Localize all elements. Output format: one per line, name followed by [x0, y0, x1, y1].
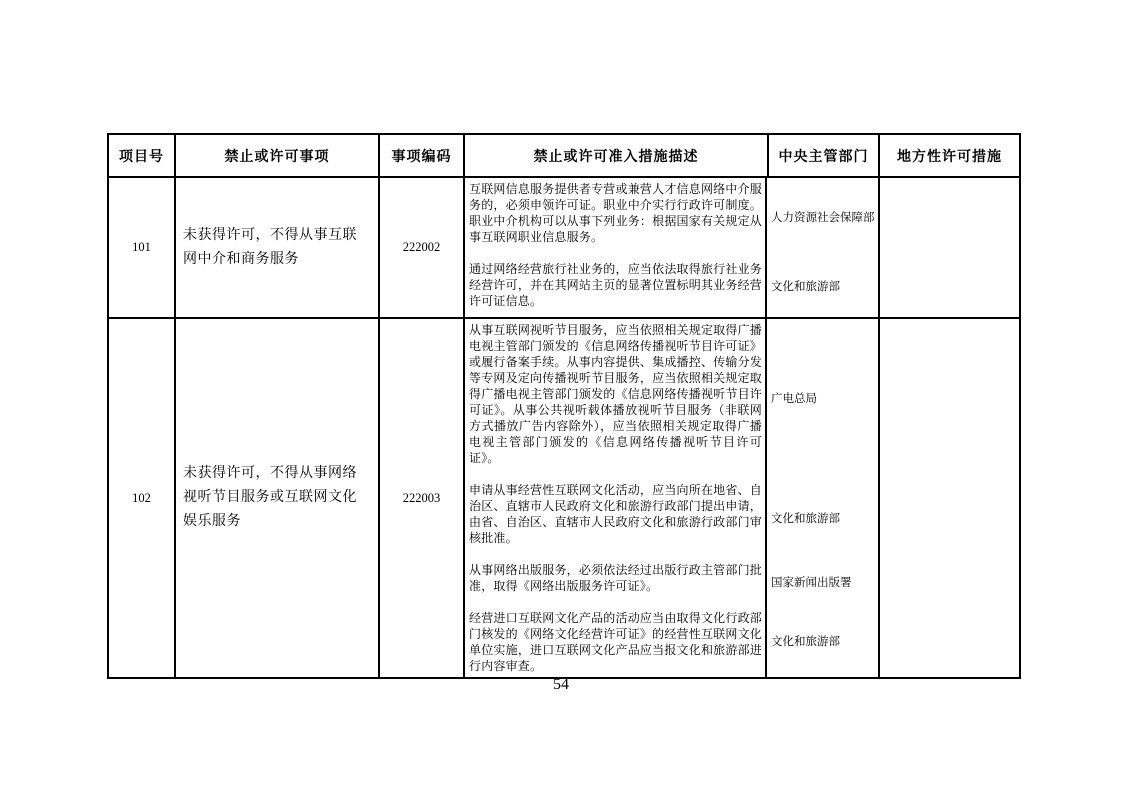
page-number: 54	[553, 676, 569, 693]
central-department: 国家新闻出版署	[771, 576, 852, 589]
central-department: 文化和旅游部	[771, 635, 840, 648]
item-code-cell: 222002	[380, 178, 465, 317]
prohibited-item-cell	[176, 319, 380, 677]
central-department: 人力资源社会保障部	[771, 211, 875, 224]
table-row	[109, 319, 1019, 677]
header-central-department: 中央主管部门	[769, 135, 880, 176]
header-item-code: 事项编码	[380, 135, 465, 176]
central-department: 广电总局	[771, 392, 817, 405]
header-local-licensing-measures: 地方性许可措施	[897, 149, 1002, 165]
local-measures-cell	[880, 178, 1019, 317]
central-department: 文化和旅游部	[771, 512, 840, 525]
measure-entry	[465, 479, 878, 559]
header-measure-description: 禁止或许可准入措施描述	[465, 135, 769, 176]
measure-description: 经营进口互联网文化产品的活动应当由取得文化行政部门核发的《网络文化经营许可证》的经营性互联网文化单位实施，进口互联网文化产品应当报文化和旅游部进行内容审查。	[465, 607, 767, 677]
item-number-cell: 102	[109, 319, 176, 677]
measure-description: 从事网络出版服务，必须依法经过出版行政主管部门批准，取得《网络出版服务许可证》。	[465, 559, 767, 607]
measure-description: 从事互联网视听节目服务，应当依照相关规定取得广播电视主管部门颁发的《信息网络传播视听节目许可证》或履行备案手续。从事内容提供、集成播控、传输分发等专网及定向传播视听节目服务，应当依照相关规定取得广播电视主管部门颁发的《信息网络传播视听节目许可证》。从事公共视听载体播放视听节目服务（非联网方式播放广告内容除外），应当依照相关规定取得广播电视主管部门颁发的《信息网络传播视听节目许可证》。	[465, 319, 767, 479]
central-department: 文化和旅游部	[771, 281, 840, 293]
measure-entry	[465, 258, 878, 317]
prohibited-item-text: 未获得许可，不得从事互联网中介和商务服务	[183, 227, 357, 267]
table-header-row	[109, 135, 1019, 178]
measure-entry	[465, 319, 878, 479]
measure-description: 申请从事经营性互联网文化活动，应当向所在地省、自治区、直辖市人民政府文化和旅游行政部门提出申请，由省、自治区、直辖市人民政府文化和旅游行政部门审核批准。	[465, 479, 767, 559]
item-code-cell: 222003	[380, 319, 465, 677]
measure-entry	[465, 559, 878, 607]
item-number-cell: 101	[109, 178, 176, 317]
measures-cell	[465, 319, 880, 677]
access-measures-table	[107, 133, 1021, 679]
measure-description: 通过网络经营旅行社业务的，应当依法取得旅行社业务经营许可，并在其网站主页的显著位置标明其业务经营许可证信息。	[465, 258, 767, 317]
measure-entry	[465, 607, 878, 677]
table-row	[109, 178, 1019, 319]
header-prohibited-or-licensed-item: 禁止或许可事项	[176, 135, 380, 176]
local-measures-cell	[880, 319, 1019, 677]
measures-cell	[465, 178, 880, 317]
prohibited-item-cell	[176, 178, 380, 317]
measure-description: 互联网信息服务提供者专营或兼营人才信息网络中介服务的，必须申领许可证。职业中介实行行政许可制度。职业中介机构可以从事下列业务：根据国家有关规定从事互联网职业信息服务。	[465, 178, 767, 258]
header-item-number: 项目号	[109, 135, 176, 176]
measure-entry	[465, 178, 878, 258]
prohibited-item-text: 未获得许可，不得从事网络视听节目服务或互联网文化娱乐服务	[183, 466, 357, 529]
